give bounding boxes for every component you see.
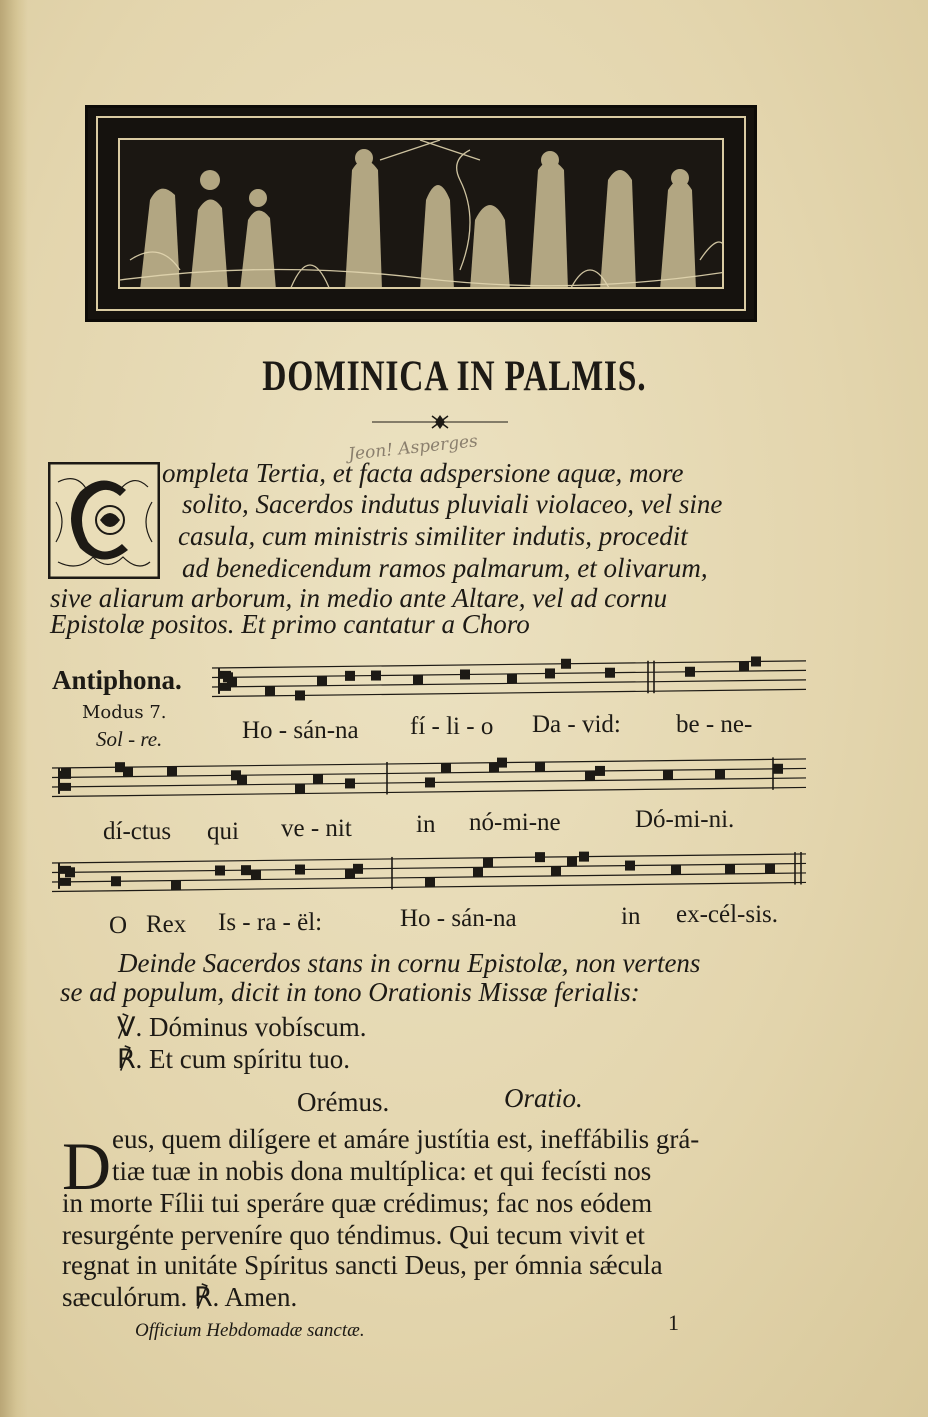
lyric-syllables: O	[109, 912, 128, 939]
neume-note	[535, 852, 545, 862]
lyric-syllables: qui	[207, 818, 239, 845]
neume-note	[561, 659, 571, 669]
rubric-line-5: sive aliarum arborum, in medio ante Altare, vel ad cornu	[50, 583, 668, 613]
neume-note	[595, 766, 605, 776]
oratio-heading: Oratio.	[504, 1083, 583, 1113]
neume-note	[507, 674, 517, 684]
neume-note	[241, 865, 251, 875]
neume-note	[251, 870, 261, 880]
versicle: ℣. Dóminus vobíscum.	[117, 1012, 367, 1042]
mode-label: Modus 7.	[82, 702, 167, 723]
neume-note	[715, 769, 725, 779]
neume-note	[215, 865, 225, 875]
prayer-initial: D	[62, 1128, 112, 1204]
lyric-syllables: dí-ctus	[103, 818, 172, 845]
staff-line	[52, 768, 806, 777]
neume-note	[535, 762, 545, 772]
rubric2-line-1: Deinde Sacerdos stans in cornu Epistolæ, non vertens	[118, 948, 701, 978]
neume-note	[579, 852, 589, 862]
neume-note	[551, 866, 561, 876]
neume-note	[237, 775, 247, 785]
rubric-line-3: casula, cum ministris similiter indutis, procedit	[178, 521, 688, 551]
staff-line	[212, 661, 806, 668]
antiphona-label: Antiphona.	[52, 665, 182, 695]
lyric-syllables: nó-mi-ne	[469, 809, 561, 836]
neume-note	[773, 764, 783, 774]
prayer-line-6: sæculórum. ℟. Amen.	[62, 1282, 298, 1312]
page-number: 1	[668, 1310, 679, 1335]
staff-line	[52, 863, 806, 872]
page-title: DOMINICA IN PALMIS.	[262, 353, 647, 400]
staff-line	[52, 787, 806, 796]
prayer-line-2: tiæ tuæ in nobis dona multíplica: et qui fecísti nos	[112, 1156, 652, 1186]
rubric-line-6: Epistolæ positos. Et primo cantatur a Choro	[50, 609, 530, 639]
neume-note	[567, 857, 577, 867]
neume-note	[460, 669, 470, 679]
lyric-syllables: Rex	[146, 911, 187, 938]
neume-note	[313, 774, 323, 784]
neume-note	[171, 880, 181, 890]
neume-note	[353, 864, 363, 874]
neume-note	[497, 758, 507, 768]
neume-note	[483, 858, 493, 868]
neume-note	[605, 668, 615, 678]
neume-note	[765, 864, 775, 874]
neume-note	[663, 770, 673, 780]
neume-note	[345, 671, 355, 681]
staff-line	[52, 854, 806, 863]
footer-book-title: Officium Hebdomadæ sanctæ.	[135, 1320, 365, 1341]
lyric-syllables: Is - ra - ël:	[218, 909, 323, 936]
neume-note	[371, 671, 381, 681]
neume-note	[295, 690, 305, 700]
handwritten-annotation: Jeon! Asperges	[347, 431, 479, 465]
neume-note	[111, 876, 121, 886]
neume-note	[625, 861, 635, 871]
lyric-syllables: in	[416, 811, 436, 838]
lyric-syllables: Ho - sán-na	[400, 905, 517, 932]
neume-note	[441, 763, 451, 773]
neume-note	[725, 864, 735, 874]
prayer-line-4: resurgénte perveníre quo téndimus. Qui tecum vivit et	[62, 1220, 645, 1250]
lyric-syllables: be - ne-	[676, 711, 753, 738]
lyric-syllables: ve - nit	[281, 815, 352, 842]
do-clef	[59, 768, 70, 794]
neume-note	[739, 661, 749, 671]
prayer-line-3: in morte Fílii tui speráre quæ crédimus; fac nos eódem	[62, 1188, 653, 1218]
neume-note	[751, 656, 761, 666]
oremus: Orémus.	[297, 1087, 390, 1117]
rubric-line-4: ad benedicendum ramos palmarum, et olivarum,	[182, 553, 708, 583]
response: ℟. Et cum spíritu tuo.	[117, 1044, 350, 1074]
prayer-line-1: eus, quem dilígere et amáre justítia est, ineffábilis grá-	[112, 1124, 700, 1154]
neume-note	[265, 686, 275, 696]
neume-note	[295, 865, 305, 875]
lyric-syllables: in	[621, 903, 641, 930]
rubric-line-2: solito, Sacerdos indutus pluviali violaceo, vel sine	[182, 489, 723, 519]
neume-note	[123, 767, 133, 777]
neume-note	[167, 766, 177, 776]
neume-note	[585, 771, 595, 781]
neume-note	[345, 778, 355, 788]
neume-note	[671, 865, 681, 875]
staff-line	[52, 759, 806, 768]
neume-note	[473, 867, 483, 877]
lyric-syllables: Dó-mi-ni.	[635, 806, 735, 833]
neume-note	[545, 668, 555, 678]
lyric-syllables: Da - vid:	[532, 711, 621, 738]
neume-note	[317, 676, 327, 686]
neume-note	[295, 784, 305, 794]
lyric-syllables: Ho - sán-na	[242, 717, 359, 744]
prayer-line-5: regnat in unitáte Spíritus sancti Deus, per ómnia sǽcula	[62, 1250, 663, 1280]
neume-note	[413, 675, 423, 685]
rubric-line-1: ompleta Tertia, et facta adspersione aquæ, more	[162, 458, 684, 488]
rubric2-line-2: se ad populum, dicit in tono Orationis Missæ ferialis:	[60, 977, 640, 1007]
lyric-syllables: fí - li - o	[410, 713, 494, 740]
solmization-label: Sol - re.	[96, 727, 163, 751]
neume-note	[425, 877, 435, 887]
lyric-syllables: ex-cél-sis.	[676, 901, 779, 928]
neume-note	[685, 667, 695, 677]
neume-note	[425, 777, 435, 787]
